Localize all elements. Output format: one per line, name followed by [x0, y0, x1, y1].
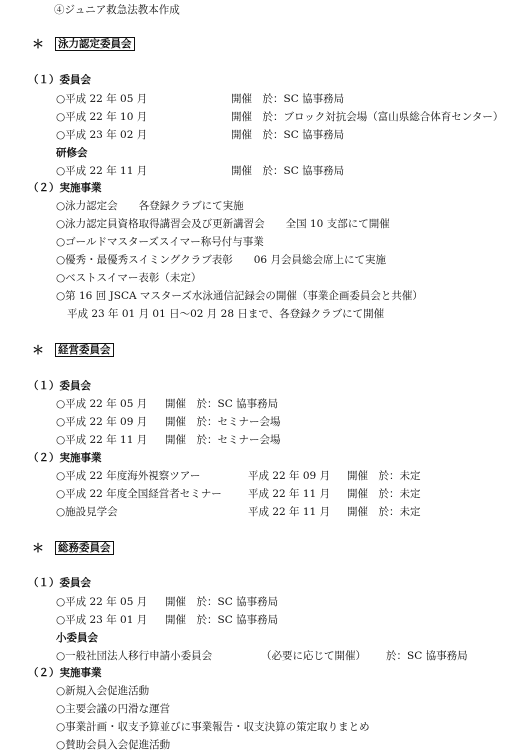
meeting-info: 開催 於：ブロック対抗会場（富山県総合体育センター）	[231, 111, 504, 123]
meeting-date: ○平成 23 年 02 月	[56, 129, 148, 141]
meeting-info: 開催 於：セミナー会場	[165, 416, 281, 428]
meeting-date: ○平成 22 年 10 月	[56, 111, 148, 123]
section-star-icon: ＊	[32, 541, 45, 555]
meeting-info: 開催 於：SC 協事務局	[165, 614, 279, 626]
meeting-info: 開催 於：SC 協事務局	[231, 129, 345, 141]
meeting-date: ○平成 22 年 05 月	[56, 596, 148, 608]
section-title	[55, 542, 114, 555]
project-item: ○主要会議の円滑な運営	[56, 703, 171, 715]
sub-item-info: 開催 於：SC 協事務局	[231, 165, 345, 177]
meeting-heading: （１）委員会	[28, 577, 91, 589]
project-name: ○平成 22 年度全国経営者セミナー	[56, 488, 222, 500]
project-date: 平成 22 年 11 月	[248, 488, 331, 500]
project-item: ○賛助会員入会促進活動	[56, 739, 171, 751]
meeting-date: ○平成 22 年 05 月	[56, 93, 148, 105]
project-item: ○ゴールドマスターズスイマー称号付与事業	[56, 236, 264, 248]
section-star-icon: ＊	[32, 37, 45, 51]
project-item: ○泳力認定会 各登録クラブにて実施	[56, 200, 244, 212]
sub-heading: 小委員会	[56, 632, 98, 644]
meeting-info: 開催 於：SC 協事務局	[165, 398, 279, 410]
sub-item-info: 於：SC 協事務局	[386, 650, 468, 662]
project-info: 開催 於：未定	[347, 470, 421, 482]
section-title	[55, 344, 114, 357]
meeting-info: 開催 於：SC 協事務局	[231, 93, 345, 105]
sub-item-date: ○平成 22 年 11 月	[56, 165, 148, 177]
project-item: ○泳力認定員資格取得講習会及び更新講習会 全国 10 支部にて開催	[56, 218, 390, 230]
project-info: 開催 於：未定	[347, 506, 421, 518]
sub-item-name: ○一般社団法人移行申請小委員会	[56, 650, 213, 662]
project-heading: （２）実施事業	[28, 452, 102, 464]
sub-heading: 研修会	[56, 147, 88, 159]
project-date: 平成 22 年 09 月	[248, 470, 331, 482]
project-item: ○新規入会促進活動	[56, 685, 150, 697]
meeting-date: ○平成 22 年 05 月	[56, 398, 148, 410]
sub-item-note: （必要に応じて開催）	[261, 650, 366, 662]
section-title-text: 泳力認定委員会	[55, 37, 135, 51]
meeting-info: 開催 於：セミナー会場	[165, 434, 281, 446]
section-title-text: 経営委員会	[55, 343, 114, 357]
project-heading: （２）実施事業	[28, 182, 102, 194]
project-name: ○施設見学会	[56, 506, 118, 518]
section-title	[55, 38, 135, 51]
section-star-icon: ＊	[32, 343, 45, 357]
meeting-date: ○平成 22 年 11 月	[56, 434, 148, 446]
project-info: 開催 於：未定	[347, 488, 421, 500]
meeting-info: 開催 於：SC 協事務局	[165, 596, 279, 608]
meeting-heading: （１）委員会	[28, 380, 91, 392]
project-item: ○事業計画・収支予算並びに事業報告・収支決算の策定取りまとめ	[56, 721, 370, 733]
project-date: 平成 22 年 11 月	[248, 506, 331, 518]
project-item: ○ベストスイマー表彰（未定）	[56, 272, 202, 284]
meeting-heading: （１）委員会	[28, 74, 91, 86]
section-title-text: 総務委員会	[55, 541, 114, 555]
project-item: ○優秀・最優秀スイミングクラブ表彰 06 月会員総会席上にて実施	[56, 254, 386, 266]
project-name: ○平成 22 年度海外視察ツアー	[56, 470, 201, 482]
meeting-date: ○平成 22 年 09 月	[56, 416, 148, 428]
project-item: ○第 16 回 JSCA マスターズ水泳通信記録会の開催（事業企画委員会と共催）	[56, 290, 423, 302]
project-item-note: 平成 23 年 01 月 01 日～02 月 28 日まで、各登録クラブにて開催	[67, 308, 385, 320]
top-item: ④ジュニア救急法教本作成	[54, 4, 180, 16]
project-heading: （２）実施事業	[28, 667, 102, 679]
meeting-date: ○平成 23 年 01 月	[56, 614, 148, 626]
